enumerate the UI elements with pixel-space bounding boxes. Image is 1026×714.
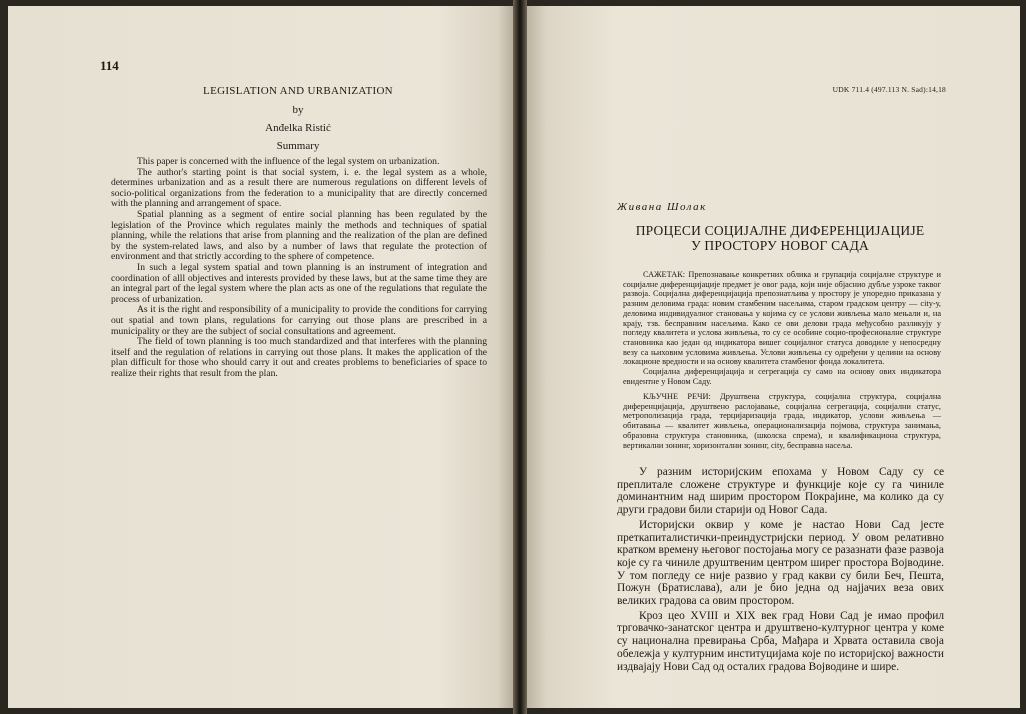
summary-paragraph: This paper is concerned with the influence of the legal system on urbanization. — [137, 156, 440, 167]
summary-paragraph: The author's starting point is that social system, i. e. the legal system as a whole, determines urbanization and as a result there are numerous regulations on different levels of socio-political organizations from the federation to a municipality that are directly concerned with the planning and arrangement of space. — [111, 166, 487, 210]
article-author-english: Anđelka Ristić — [265, 122, 331, 134]
article-title-english: LEGISLATION AND URBANIZATION — [203, 85, 393, 97]
summary-heading: Summary — [276, 140, 320, 152]
summary-paragraph: The field of town planning is too much standardized and that interferes with the planning itself and the regulation of relations in carrying out those plans. It makes the application of the plan difficult for those who should carry it out and creates problems to beneficiaries of space to realize their rights that result from the plan. — [111, 336, 487, 379]
body-paragraph: Историјски оквир у коме је настао Нови Сад јесте преткапиталистички-преиндустријски период. У овом релативно кратком времену његовог постојања могу се разазнати фазе развоја које су га чиниле друштвеним центром ширег простора Војводине. У том погледу се није развио у град какви су били Беч, Пешта, Пожун (Братислава), али је био једна од најјачих веза ових великих градова са овим простором. — [617, 518, 944, 608]
article-title — [617, 224, 943, 253]
article-title-line: ПРОЦЕСИ СОЦИЈАЛНЕ ДИФЕРЕНЦИЈАЦИЈЕ — [635, 223, 925, 238]
summary-paragraph: In such a legal system spatial and town planning is an instrument of integration and coordination of alll objectives and interests provided by these laws, but at the same time they are an integral part of the legal system where the plan acts as one of the regulations that regulate the process of urbanization. — [111, 261, 487, 305]
abstract-paragraph: САЖЕТАК: Препознавање конкретних облика и групација социјалне структуре и социјалне диференцијације предмет је овог рада, који није објаснио дубље узроке таквог развоја. Социјална диференцијација препознатљива у простору је упоредно приказана у разним деловима града: новим стамбеним насељима, старом градском центру — city-у, деловима индивидуалног становања у којима су се услови живљења мало мењали и, на крају, тзв. бесправним насељима. Како се ови делови града међусобно разликују у погледу квалитета и услова живљења, то су се особине социо-професионалне структуре становника као један од индикатора вишег социјалног статуса доводиле у непосредну везу са њиховим условима живљења. Услови живљења су одређени у целини на основу локационе вредности и на основу квалитета стамбеног фонда локалитета. — [623, 270, 941, 367]
article-body — [617, 466, 944, 675]
byline-by: by — [292, 104, 304, 116]
summary-paragraph: Spatial planning as a segment of entire social planning has been regulated by the legislation of the Province which regulates mainly the methods and techniques of spatial planning, while the relations that arise from planning and the realization of the plan are defined by the system-related laws, and also by a number of laws that regulate the protection of environment and that strictly according to the sphere of competence. — [111, 208, 487, 263]
body-paragraph: У разним историјским епохама у Новом Саду су се преплитале сложене структуре и функције које су га чиниле доминантним над ширим простором Покрајине, ма колико да су други градови били старији од Новог Сада. — [617, 466, 944, 517]
abstract — [623, 270, 941, 386]
article-title-line: У ПРОСТОРУ НОВОГ САДА — [691, 237, 869, 253]
summary-body — [111, 157, 487, 379]
left-page — [8, 6, 513, 708]
keywords-paragraph: КЉУЧНЕ РЕЧИ: Друштвена структура, социјална структура, социјална диференцијација, друштвено раслојавање, социјална сегрегација, социјални статус, метрополизација града, терцијаризација града, индикатор, услови живљења — обитавања — квалитет живљења, операционализација појмова, структура занимања, образовна структура становника, (школска спрема), и квалификациона структура, вертикални зонинг, хоризонтални зонинг, city, бесправна насеља. — [623, 392, 941, 450]
summary-paragraph: As it is the right and responsibility of a municipality to provide the conditions for carrying out spatial and town plans, regulations for carrying out those plans are prescribed in a municipality or they are the subject of social consultations and agreement. — [111, 304, 487, 337]
page-number: 114 — [100, 58, 119, 73]
abstract-paragraph: Социјална диференцијација и сегрегација су само на основу ових индикатора евидентне у Новом Саду. — [623, 367, 941, 386]
book-gutter — [513, 0, 527, 714]
body-paragraph: Кроз цео XVIII и XIX век град Нови Сад је имао профил трговачко-занатског центра и друштвено-културног центра у коме су национална превирања Срба, Мађара и Хрвата оставила своја обележја у културним институцијама које по историјској важности издвајају Нови Сад од осталих градова Војводине и шире. — [617, 609, 944, 673]
right-page — [527, 6, 1020, 708]
article-author: Живана Шолак — [617, 201, 707, 213]
keywords — [623, 392, 941, 450]
udk-classification: UDK 711.4 (497.113 N. Sad):14,18 — [832, 85, 946, 94]
